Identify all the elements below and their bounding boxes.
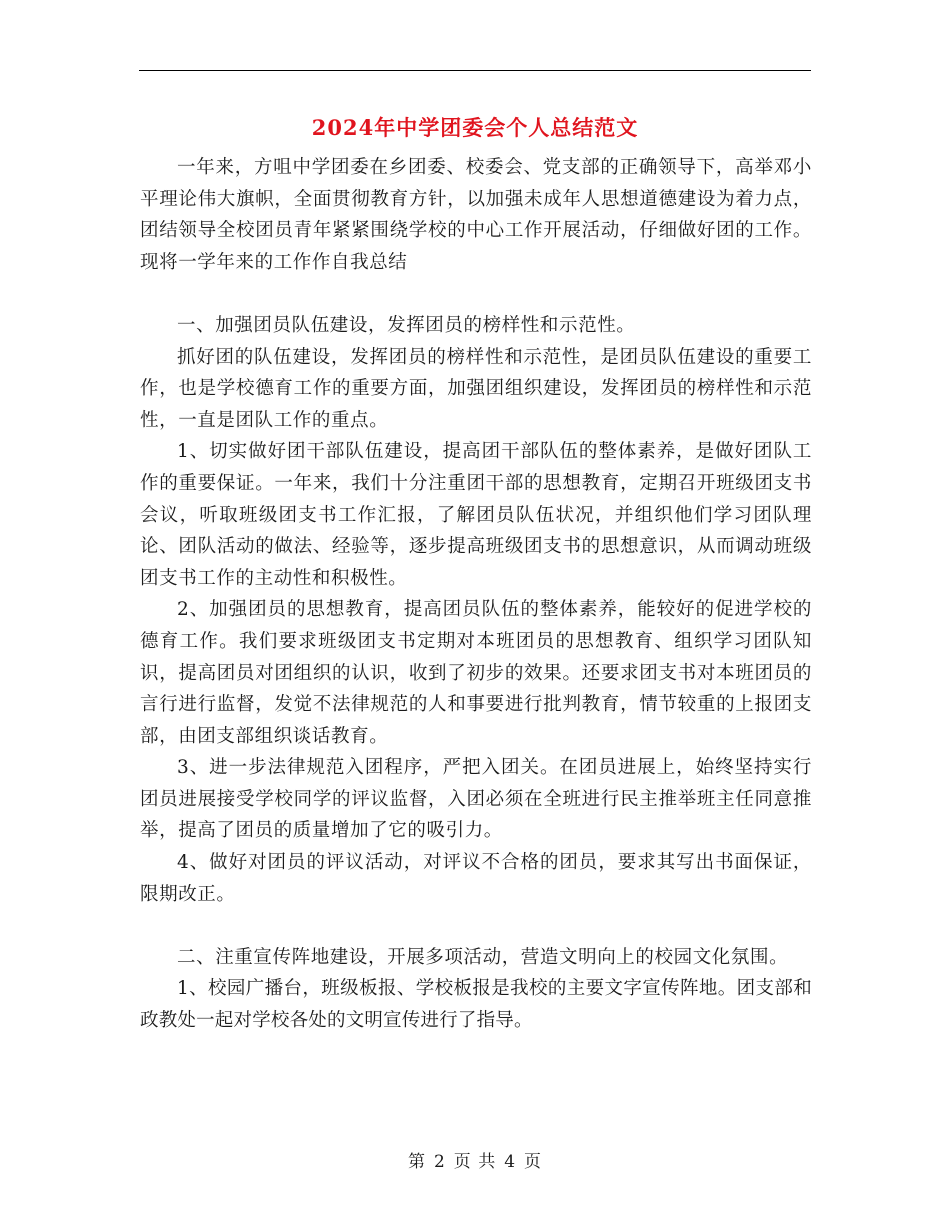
- paragraph-intro: 一年来，方咀中学团委在乡团委、校委会、党支部的正确领导下，高举邓小平理论伟大旗帜，全面贯彻教育方针，以加强未成年人思想道德建设为着力点，团结领导全校团员青年紧紧围绕学校的中心工作开展活动，仔细做好团的工作。现将一学年来的工作作自我总结: [140, 157, 812, 273]
- footer-prefix: 第: [407, 1152, 426, 1172]
- paragraph-gap: [140, 278, 812, 310]
- footer-page-total: 4: [504, 1152, 517, 1172]
- page-footer: [0, 1150, 950, 1174]
- footer-page-current: 2: [433, 1152, 446, 1172]
- footer-suffix: 页: [524, 1152, 543, 1172]
- paragraph-item-3: 3、进一步法律规范入团程序，严把入团关。在团员进展上，始终坚持实行团员进展接受学校同学的评议监督，入团必须在全班进行民主推举班主任同意推举，提高了团员的质量增加了它的吸引力。: [140, 757, 812, 842]
- section-heading-2: 二、注重宣传阵地建设，开展多项活动，营造文明向上的校园文化氛围。: [177, 946, 789, 968]
- paragraph-section-2-item-1: 1、校园广播台，班级板报、学校板报是我校的主要文字宣传阵地。团支部和政教处一起对学校各处的文明宣传进行了指导。: [140, 978, 812, 1032]
- paragraph-item-4: 4、做好对团员的评议活动，对评议不合格的团员，要求其写出书面保证，限期改正。: [140, 852, 812, 905]
- paragraph-gap: [140, 910, 812, 942]
- document-title: 2024年中学团委会个人总结范文: [311, 115, 639, 140]
- document-body: [140, 152, 812, 1037]
- header-rule: [139, 70, 811, 71]
- paragraph-item-2: 2、加强团员的思想教育，提高团员队伍的整体素养，能较好的促进学校的德育工作。我们要求班级团支书定期对本班团员的思想教育、组织学习团队知识，提高团员对团组织的认识，收到了初步的效果。还要求团支书对本班团员的言行进行监督，发觉不法律规范的人和事要进行批判教育，情节较重的上报团支部，由团支部组织谈话教育。: [140, 599, 812, 747]
- footer-middle: 页 共: [453, 1152, 497, 1172]
- section-heading-1: 一、加强团员队伍建设，发挥团员的榜样性和示范性。: [177, 314, 636, 336]
- paragraph-section-1-intro: 抓好团的队伍建设，发挥团员的榜样性和示范性，是团员队伍建设的重要工作，也是学校德育工作的重要方面，加强团组织建设，发挥团员的榜样性和示范性，一直是团队工作的重点。: [140, 346, 812, 431]
- paragraph-item-1: 1、切实做好团干部队伍建设，提高团干部队伍的整体素养，是做好团队工作的重要保证。一年来，我们十分注重团干部的思想教育，定期召开班级团支书会议，听取班级团支书工作汇报，了解团员队伍状况，并组织他们学习团队理论、团队活动的做法、经验等，逐步提高班级团支书的思想意识，从而调动班级团支书工作的主动性和积极性。: [140, 441, 812, 589]
